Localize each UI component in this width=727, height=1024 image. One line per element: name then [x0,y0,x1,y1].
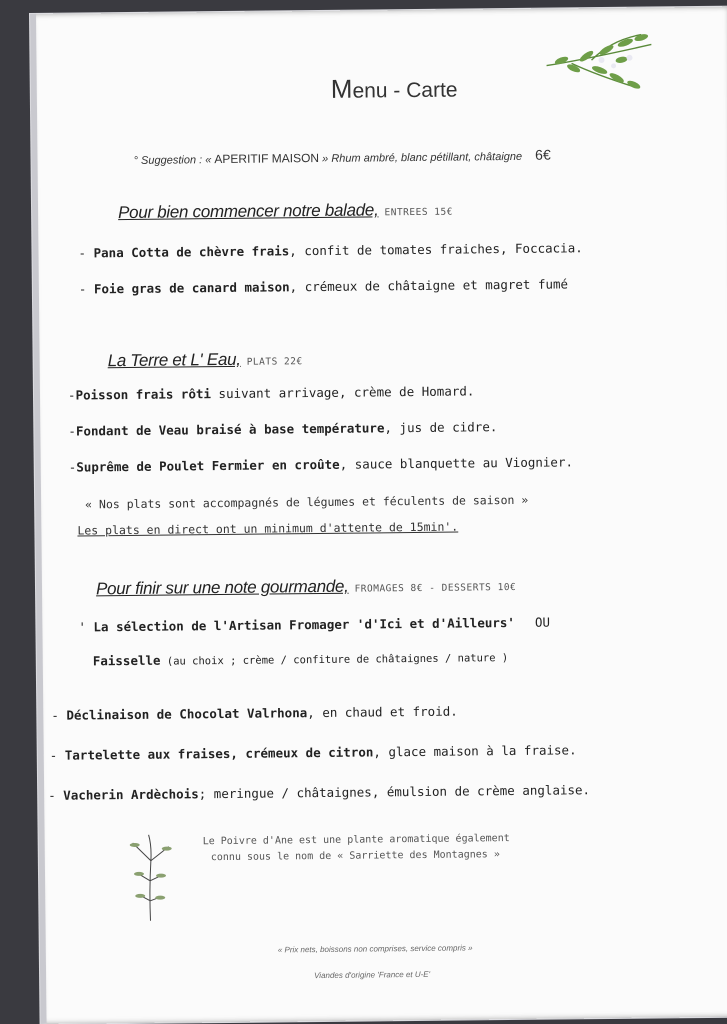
herb-flower-icon [125,831,176,924]
section-dessert-heading: Pour finir sur une note gourmande, FROMAGES 8€ - DESSERTS 10€ [95,576,517,599]
plant-note-line2: connu sous le nom de « Sarriette des Montagnes » [210,849,500,864]
plant-note-line1: Le Poivre d'Ane est une plante aromatique également [202,833,510,848]
section-entrees-tag: ENTREES 15€ [384,206,453,219]
accompaniment-note: « Nos plats sont accompagnés de légumes et féculents de saison » [85,492,529,512]
menu-item: -Fondant de Veau braisé à base température, jus de cidre. [68,419,498,439]
menu-item: - Pana Cotta de chèvre frais, confit de tomates fraiches, Foccacia. [78,240,583,261]
section-entrees-heading: Pour bien commencer notre balade, ENTREES 15€ [117,200,453,223]
menu-item: -Poisson frais rôti suivant arrivage, crème de Homard. [67,383,475,403]
suggestion-name: APERITIF MAISON [214,150,320,167]
suggestion-price: 6€ [535,146,551,163]
suggestion-label: ° Suggestion : « [133,154,215,167]
herb-sprig-icon [541,29,657,100]
section-plats-heading: La Terre et L' Eau, PLATS 22€ [107,349,303,371]
section-dessert-tag: FROMAGES 8€ - DESSERTS 10€ [354,581,517,595]
page-title: Menu - Carte [330,73,458,104]
suggestion-desc: Rhum ambré, blanc pétillant, châtaigne [331,150,523,165]
footer-prices-note: « Prix nets, boissons non comprises, service compris » [277,943,473,955]
cheese-item: ' La sélection de l'Artisan Fromager 'd'Ici et d'Ailleurs' OU [78,614,551,635]
menu-item: -Suprême de Poulet Fermier en croûte, sauce blanquette au Viognier. [68,454,574,475]
wait-time-note: Les plats en direct ont un minimum d'attente de 15min'. [77,519,459,538]
dessert-item: - Vacherin Ardèchois; meringue / châtaignes, émulsion de crème anglaise. [48,782,591,803]
footer-origin-note: Viandes d'origine 'France et U-E' [314,969,431,981]
menu-page [30,7,727,1024]
section-plats-tag: PLATS 22€ [246,356,303,368]
cheese-item: Faisselle (au choix ; crème / confiture de châtaignes / nature ) [92,652,509,669]
dessert-item: - Déclinaison de Chocolat Valrhona, en chaud et froid. [51,703,458,723]
suggestion-line: ° Suggestion : « APERITIF MAISON » Rhum ambré, blanc pétillant, châtaigne 6€ [133,146,551,167]
dessert-item: - Tartelette aux fraises, crémeux de citron, glace maison à la fraise. [49,742,577,763]
menu-item: - Foie gras de canard maison, crémeux de châtaigne et magret fumé [78,276,569,297]
